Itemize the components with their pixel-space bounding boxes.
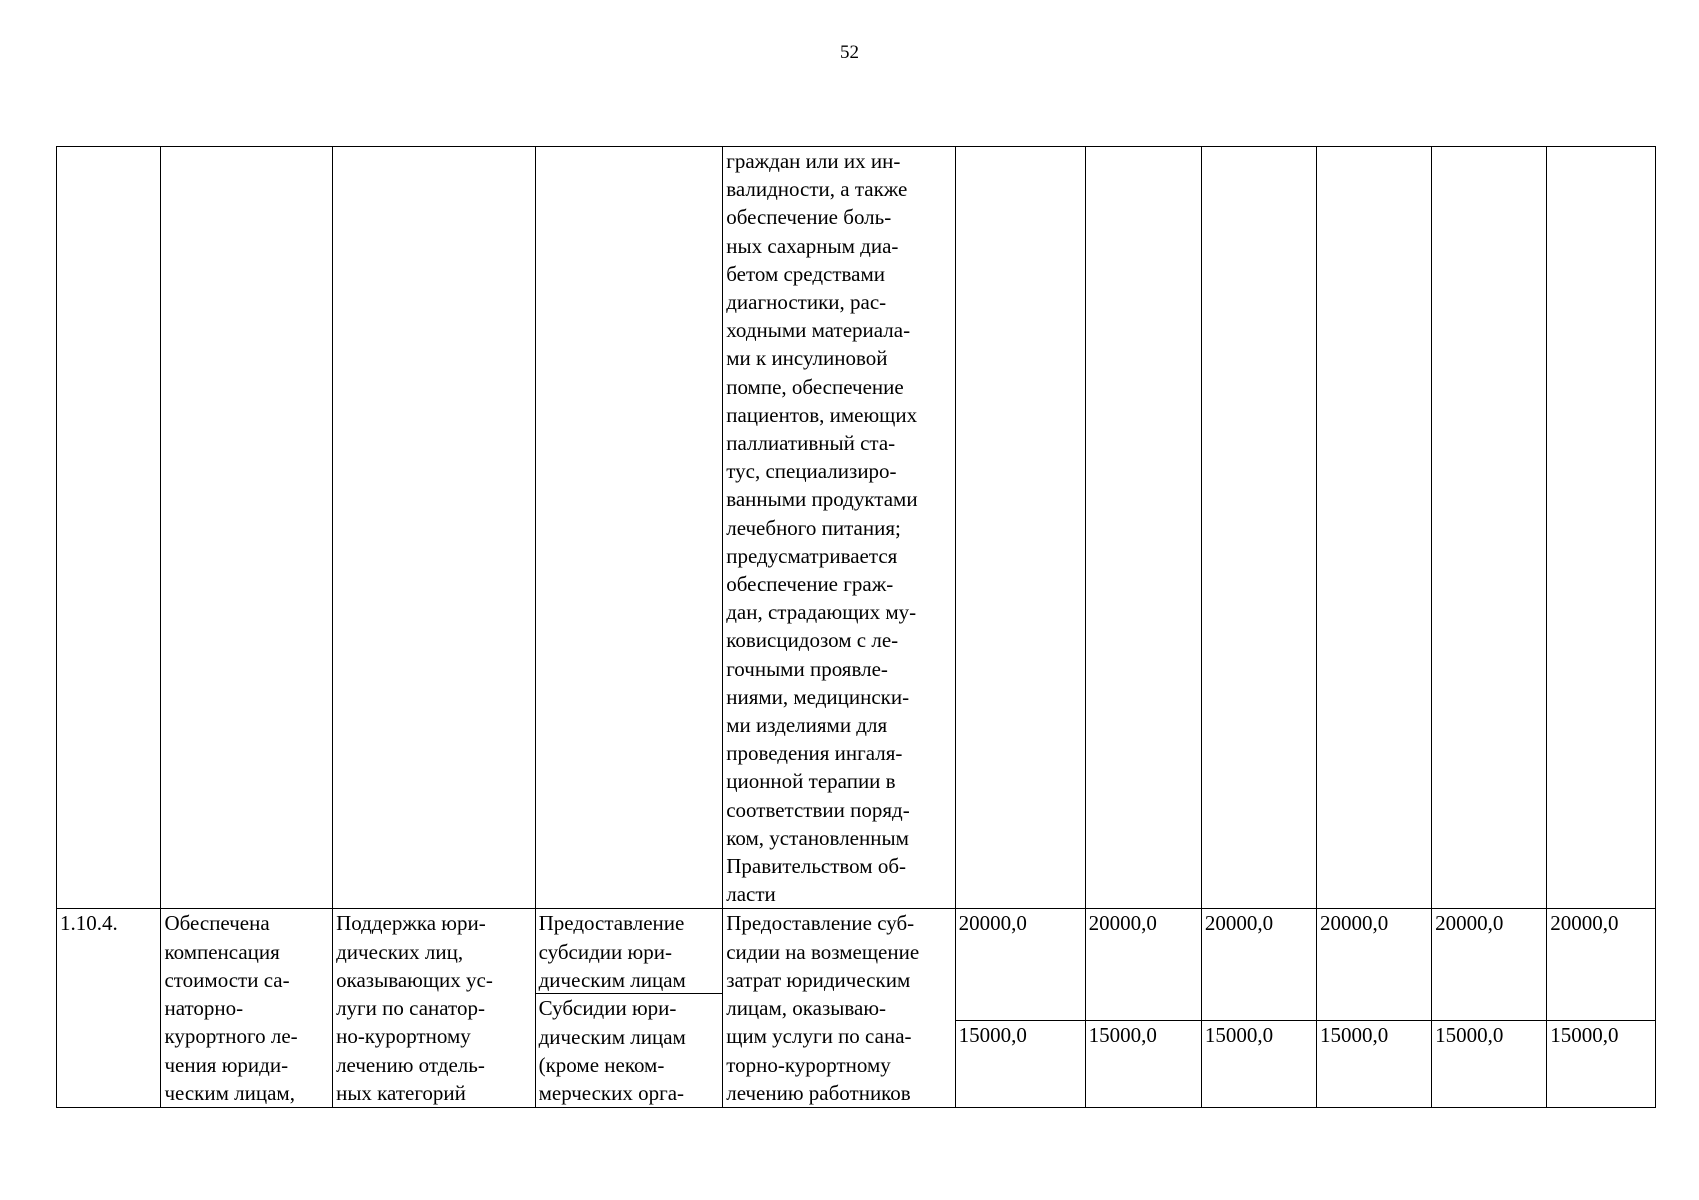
cell-value-empty <box>1201 147 1316 909</box>
value-text: 15000,0 <box>1550 1023 1619 1048</box>
cell-value <box>1085 1021 1201 1108</box>
cell-value <box>1201 1021 1316 1108</box>
cell-value <box>1432 1021 1547 1108</box>
value-text: 20000,0 <box>1550 911 1619 936</box>
type-top-text: Предоставление субсидии юри- дическим лицам <box>536 909 723 994</box>
value-text: 20000,0 <box>1088 911 1157 936</box>
cell-value <box>1085 909 1201 1021</box>
cell-row-number <box>57 909 161 1108</box>
cell-number-empty <box>57 147 161 909</box>
value-text: 20000,0 <box>1435 911 1504 936</box>
result-text: Обеспечена компенсация стоимости са- наторно- курортного ле- чения юриди- ческим лицам, <box>164 911 298 1105</box>
cell-type-empty <box>535 147 723 909</box>
value-text: 15000,0 <box>1088 1023 1157 1048</box>
cell-value <box>955 909 1085 1021</box>
cell-result <box>161 909 333 1108</box>
cell-value-empty <box>1547 147 1656 909</box>
measure-text: Поддержка юри- дических лиц, оказывающих ус- луги по санатор- но-курортному лечению отдель- ных категорий <box>336 911 493 1105</box>
cell-value <box>955 1021 1085 1108</box>
value-text: 20000,0 <box>1204 911 1274 936</box>
value-text: 20000,0 <box>958 911 1027 936</box>
cell-value <box>1547 909 1656 1021</box>
cell-measure-empty <box>333 147 536 909</box>
value-text: 20000,0 <box>1319 911 1389 936</box>
value-text: 15000,0 <box>1435 1023 1504 1048</box>
program-table <box>56 146 1656 1108</box>
table-row-1-10-4 <box>57 909 1656 1021</box>
cell-description-continued <box>723 147 955 909</box>
cell-value <box>1432 909 1547 1021</box>
cell-description <box>723 909 955 1108</box>
cell-value <box>1316 1021 1431 1108</box>
cell-value-empty <box>955 147 1085 909</box>
row-number: 1.10.4. <box>60 911 118 936</box>
value-text: 15000,0 <box>958 1023 1027 1048</box>
cell-value-empty <box>1316 147 1431 909</box>
cell-value <box>1316 909 1431 1021</box>
description-continued-text: граждан или их ин- валидности, а также обеспечение боль- ных сахарным диа- бетом средствами диагностики, рас- ходными материала- ми к инсулиновой помпе, обеспечение пациентов, имеющих паллиативный ста- тус, специализиро- ванными продуктами лечебного питания; предусматривается обеспечение граж- дан, страдающих му- ковисцидозом с ле- гочными проявле- ниями, медицински- ми изделиями для проведения ингаля- ционной терапии в соответствии поряд- ком, установленным Правительством об- ласти <box>726 149 918 907</box>
cell-result-empty <box>161 147 333 909</box>
cell-value-empty <box>1432 147 1547 909</box>
table-row-continuation <box>57 147 1656 909</box>
cell-value <box>1547 1021 1656 1108</box>
cell-type <box>535 909 723 1108</box>
cell-value <box>1201 909 1316 1021</box>
cell-value-empty <box>1085 147 1201 909</box>
value-text: 15000,0 <box>1204 1023 1274 1048</box>
value-text: 15000,0 <box>1319 1023 1389 1048</box>
page-number: 52 <box>840 42 859 63</box>
type-bottom-text: Субсидии юри- дическим лицам (кроме неком- мерческих орга- <box>538 996 686 1106</box>
description-text: Предоставление суб- сидии на возмещение затрат юридическим лицам, оказываю- щим услуги по сана- торно-курортному лечению работников <box>726 911 920 1105</box>
cell-measure <box>333 909 536 1108</box>
